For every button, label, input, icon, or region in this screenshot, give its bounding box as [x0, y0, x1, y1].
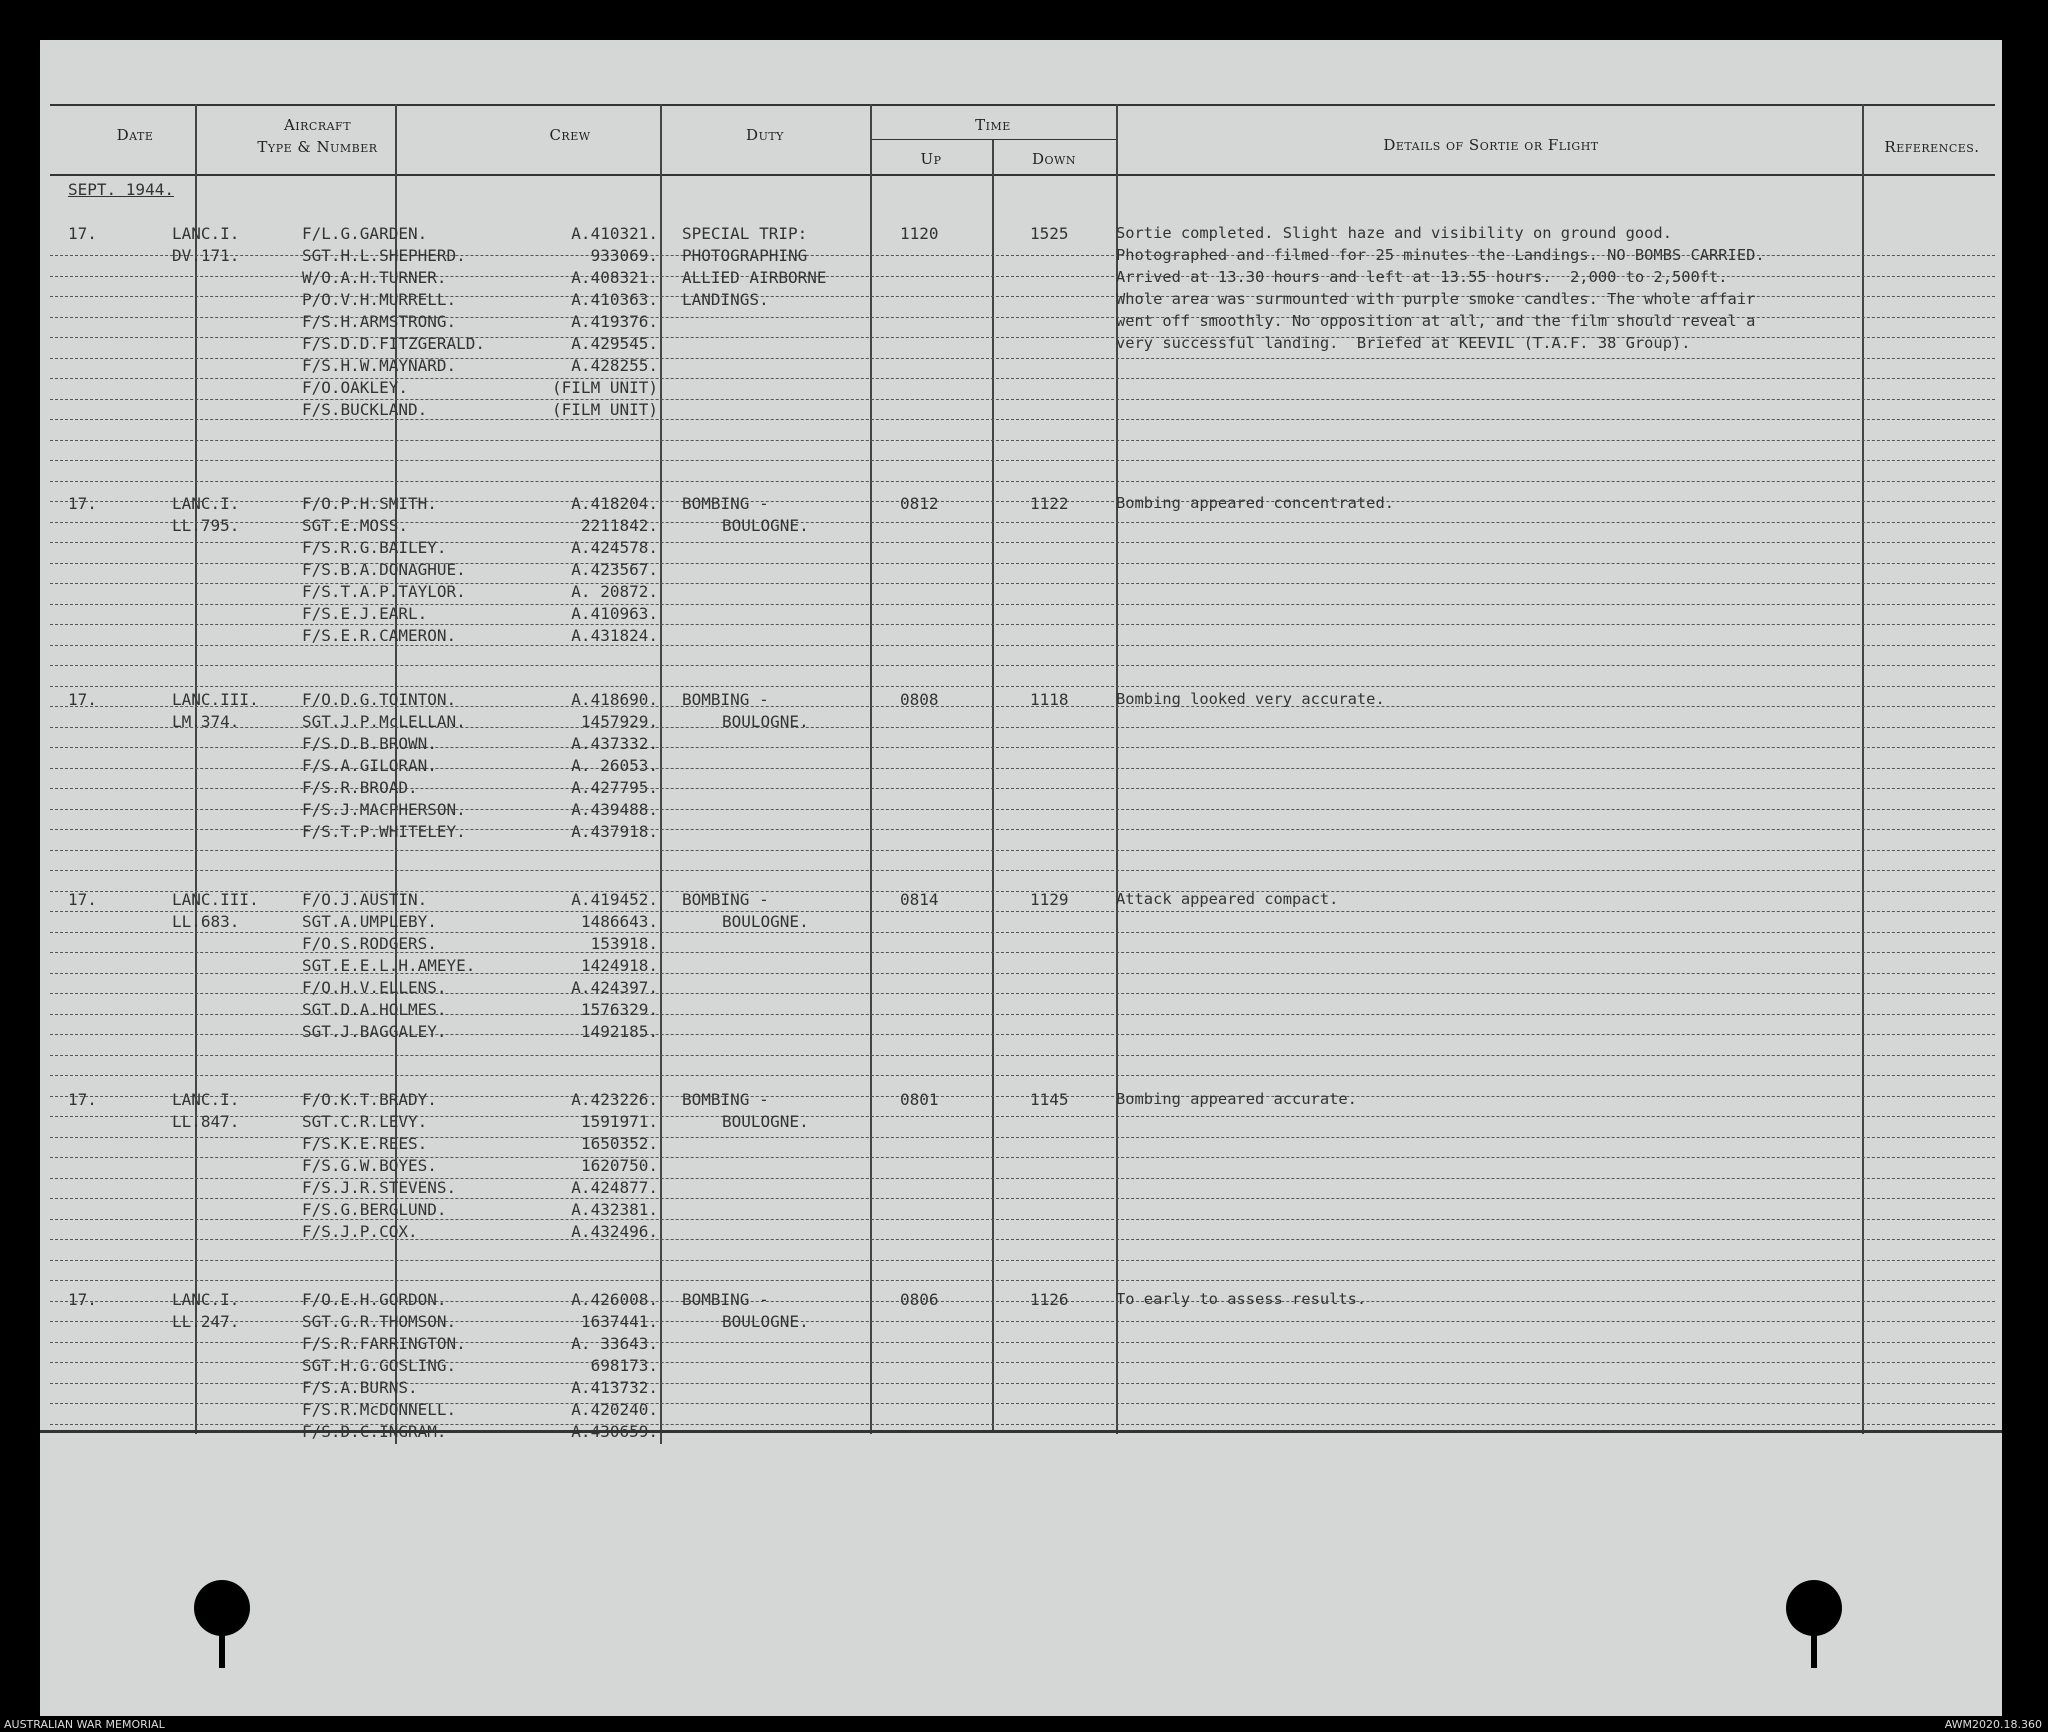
crew-name: F/O.E.H.GORDON. — [302, 1290, 447, 1309]
duty-line: BOULOGNE. — [722, 1112, 809, 1131]
aircraft-line: LANC.III. — [172, 690, 259, 709]
aircraft-line: LL.247. — [172, 1312, 240, 1331]
crew-name: F/S.D.D.FITZGERALD. — [302, 334, 486, 353]
crew-name: F/S.B.A.DONAGHUE. — [302, 560, 466, 579]
binder-slot-left — [219, 1620, 225, 1668]
aircraft-line: LANC.I. — [172, 494, 240, 513]
ruled-line — [50, 665, 1995, 666]
crew-name: SGT.C.R.LEVY. — [302, 1112, 428, 1131]
ruled-line — [50, 1260, 1995, 1261]
aircraft-line: LM.374. — [172, 712, 240, 731]
header-date: Date — [116, 126, 154, 144]
header-references: References. — [1884, 138, 1980, 156]
crew-name: SGT.E.MOSS. — [302, 516, 408, 535]
duty-line: ALLIED AIRBORNE — [682, 268, 827, 287]
crew-number: A.429545. — [571, 334, 658, 353]
crew-name: SGT.H.L.SHEPHERD. — [302, 246, 466, 265]
crew-number: A. 20872. — [571, 582, 658, 601]
crew-number: 1576329. — [580, 1000, 658, 1019]
crew-name: F/O.H.V.ELLENS. — [302, 978, 447, 997]
crew-name: SGT.H.G.GOSLING. — [302, 1356, 457, 1375]
header-duty: Duty — [746, 126, 784, 144]
detail-line: Bombing appeared accurate. — [1116, 1090, 1357, 1108]
crew-name: SGT.A.UMPLEBY. — [302, 912, 437, 931]
crew-number: A.437918. — [571, 822, 658, 841]
crew-name: F/S.R.BROAD. — [302, 778, 418, 797]
crew-number: A.430659. — [571, 1422, 658, 1441]
ruled-line — [50, 460, 1995, 461]
crew-name: F/S.R.FARRINGTON. — [302, 1334, 466, 1353]
crew-name: F/O.J.AUSTIN. — [302, 890, 428, 909]
crew-number: A.410363. — [571, 290, 658, 309]
duty-line: SPECIAL TRIP: — [682, 224, 808, 243]
time-down: 1126 — [1030, 1290, 1069, 1309]
aircraft-line: LANC.I. — [172, 1290, 240, 1309]
header-crew: Crew — [549, 126, 591, 144]
time-up: 0812 — [900, 494, 939, 513]
header-time: Time — [975, 116, 1011, 134]
crew-number: 153918. — [590, 934, 658, 953]
month-heading: SEPT. 1944. — [68, 180, 174, 199]
crew-name: SGT.E.E.L.H.AMEYE. — [302, 956, 476, 975]
ruled-line — [50, 645, 1995, 646]
detail-line: Whole area was surmounted with purple smoke candles. The whole affair — [1116, 290, 1756, 308]
detail-line: Bombing looked very accurate. — [1116, 690, 1385, 708]
crew-number: 1637441. — [580, 1312, 658, 1331]
crew-name: F/S.R.McDONNELL. — [302, 1400, 457, 1419]
time-up: 0814 — [900, 890, 939, 909]
header-up: Up — [920, 150, 942, 168]
time-up: 0801 — [900, 1090, 939, 1109]
crew-number: A.419376. — [571, 312, 658, 331]
ruled-line — [50, 1198, 1995, 1199]
crew-number: A.432381. — [571, 1200, 658, 1219]
crew-number: A. 26053. — [571, 756, 658, 775]
aircraft-line: LL.795. — [172, 516, 240, 535]
crew-name: F/O.K.T.BRADY. — [302, 1090, 437, 1109]
detail-line: To early to assess results. — [1116, 1290, 1367, 1308]
crew-number: A.426008. — [571, 1290, 658, 1309]
header-bottom-rule — [50, 174, 1995, 176]
crew-name: F/S.E.R.CAMERON. — [302, 626, 457, 645]
crew-number: A.413732. — [571, 1378, 658, 1397]
detail-line: Arrived at 13.30 hours and left at 13.55 hours. 2,000 to 2,500ft. — [1116, 268, 1728, 286]
detail-line: Sortie completed. Slight haze and visibility on ground good. — [1116, 224, 1672, 242]
ruled-line — [50, 932, 1995, 933]
column-divider — [1862, 104, 1864, 1434]
crew-name: F/S.D.B.BROWN. — [302, 734, 437, 753]
detail-line: Attack appeared compact. — [1116, 890, 1339, 908]
crew-name: F/S.T.A.P.TAYLOR. — [302, 582, 466, 601]
crew-name: F/O.P.H.SMITH. — [302, 494, 437, 513]
crew-number: A.437332. — [571, 734, 658, 753]
binder-slot-right — [1811, 1620, 1817, 1668]
crew-number: A.424877. — [571, 1178, 658, 1197]
crew-number: (FILM UNIT) — [552, 400, 658, 419]
header-aircraft-line1: Aircraft — [283, 116, 352, 134]
duty-line: BOMBING - — [682, 890, 769, 909]
ruled-line — [50, 1219, 1995, 1220]
crew-number: A.423226. — [571, 1090, 658, 1109]
crew-number: A.432496. — [571, 1222, 658, 1241]
aircraft-line: LANC.I. — [172, 1090, 240, 1109]
crew-name: SGT.D.A.HOLMES. — [302, 1000, 447, 1019]
sortie-date: 17. — [68, 224, 97, 243]
time-up: 0808 — [900, 690, 939, 709]
time-up: 1120 — [900, 224, 939, 243]
crew-number: A.408321. — [571, 268, 658, 287]
aircraft-line: DV.171. — [172, 246, 240, 265]
crew-number: A.428255. — [571, 356, 658, 375]
crew-number: 698173. — [590, 1356, 658, 1375]
ruled-line — [50, 481, 1995, 482]
crew-name: F/S.H.W.MAYNARD. — [302, 356, 457, 375]
crew-number: (FILM UNIT) — [552, 378, 658, 397]
crew-name: F/S.J.R.STEVENS. — [302, 1178, 457, 1197]
crew-number: 933069. — [590, 246, 658, 265]
crew-name: SGT.J.BAGGALEY. — [302, 1022, 447, 1041]
crew-name: F/O.S.RODGERS. — [302, 934, 437, 953]
crew-name: F/S.T.P.WHITELEY. — [302, 822, 466, 841]
duty-line: LANDINGS. — [682, 290, 769, 309]
duty-line: BOULOGNE. — [722, 516, 809, 535]
crew-number: A.423567. — [571, 560, 658, 579]
crew-number: A.410321. — [571, 224, 658, 243]
crew-number: A.424578. — [571, 538, 658, 557]
footer-archive-label: AUSTRALIAN WAR MEMORIAL — [4, 1718, 165, 1731]
crew-number: A. 33643. — [571, 1334, 658, 1353]
crew-name: F/S.BUCKLAND. — [302, 400, 428, 419]
duty-line: BOULOGNE. — [722, 912, 809, 931]
aircraft-line: LANC.III. — [172, 890, 259, 909]
ruled-line — [50, 440, 1995, 441]
sortie-date: 17. — [68, 890, 97, 909]
crew-name: F/S.K.E.REES. — [302, 1134, 428, 1153]
crew-number: A.419452. — [571, 890, 658, 909]
crew-number: 1457929. — [580, 712, 658, 731]
crew-number: 1492185. — [580, 1022, 658, 1041]
duty-line: BOULOGNE. — [722, 1312, 809, 1331]
crew-name: F/S.R.G.BAILEY. — [302, 538, 447, 557]
detail-line: went off smoothly. No opposition at all, and the film should reveal a — [1116, 312, 1756, 330]
header-top-rule — [50, 104, 1995, 106]
detail-line: Bombing appeared concentrated. — [1116, 494, 1394, 512]
crew-number: A.431824. — [571, 626, 658, 645]
column-divider — [660, 104, 662, 1444]
duty-line: BOULOGNE. — [722, 712, 809, 731]
crew-name: F/O.OAKLEY. — [302, 378, 408, 397]
crew-name: F/S.G.BERGLUND. — [302, 1200, 447, 1219]
ruled-line — [50, 1280, 1995, 1281]
ruled-line — [50, 686, 1995, 687]
time-up: 0806 — [900, 1290, 939, 1309]
ruled-line — [50, 1075, 1995, 1076]
ruled-line — [50, 850, 1995, 851]
crew-number: A.427795. — [571, 778, 658, 797]
detail-line: very successful landing. Briefed at KEEVIL (T.A.F. 38 Group). — [1116, 334, 1691, 352]
column-divider — [870, 104, 872, 1434]
crew-name: F/S.H.ARMSTRONG. — [302, 312, 457, 331]
time-down: 1525 — [1030, 224, 1069, 243]
sortie-date: 17. — [68, 494, 97, 513]
aircraft-line: LL.683. — [172, 912, 240, 931]
crew-name: F/S.J.P.COX. — [302, 1222, 418, 1241]
crew-number: A.420240. — [571, 1400, 658, 1419]
crew-name: F/O.D.G.TOINTON. — [302, 690, 457, 709]
duty-line: BOMBING - — [682, 1090, 769, 1109]
time-down: 1118 — [1030, 690, 1069, 709]
crew-number: A.418204. — [571, 494, 658, 513]
column-divider — [195, 104, 197, 1434]
sortie-date: 17. — [68, 1090, 97, 1109]
crew-number: 1650352. — [580, 1134, 658, 1153]
aircraft-line: LL.847. — [172, 1112, 240, 1131]
crew-number: A.424397. — [571, 978, 658, 997]
duty-line: PHOTOGRAPHING — [682, 246, 808, 265]
header-aircraft-line2: Type & Number — [257, 138, 378, 156]
ruled-line — [50, 870, 1995, 871]
crew-number: 1620750. — [580, 1156, 658, 1175]
record-sheet — [40, 40, 2002, 1716]
time-down: 1122 — [1030, 494, 1069, 513]
crew-name: F/S.D.C.INGRAM. — [302, 1422, 447, 1441]
ruled-line — [50, 624, 1995, 625]
aircraft-line: LANC.I. — [172, 224, 240, 243]
crew-number: 2211842. — [580, 516, 658, 535]
sortie-date: 17. — [68, 1290, 97, 1309]
crew-number: A.439488. — [571, 800, 658, 819]
crew-name: F/S.A.GILORAN. — [302, 756, 437, 775]
crew-name: P/O.V.H.MURRELL. — [302, 290, 457, 309]
crew-number: 1591971. — [580, 1112, 658, 1131]
sortie-date: 17. — [68, 690, 97, 709]
time-down: 1129 — [1030, 890, 1069, 909]
crew-number: A.418690. — [571, 690, 658, 709]
crew-number: 1486643. — [580, 912, 658, 931]
crew-number: 1424918. — [580, 956, 658, 975]
duty-line: BOMBING - — [682, 494, 769, 513]
header-down: Down — [1032, 150, 1076, 168]
column-divider — [992, 140, 994, 1430]
crew-name: F/S.G.W.BOYES. — [302, 1156, 437, 1175]
crew-number: A.410963. — [571, 604, 658, 623]
ruled-line — [50, 1055, 1995, 1056]
crew-name: SGT.G.R.THOMSON. — [302, 1312, 457, 1331]
duty-line: BOMBING - — [682, 1290, 769, 1309]
ruled-line — [50, 419, 1995, 420]
crew-name: F/S.J.MACPHERSON. — [302, 800, 466, 819]
crew-name: W/O.A.H.TURNER. — [302, 268, 447, 287]
header-details: Details of Sortie or Flight — [1383, 136, 1599, 154]
crew-name: F/S.A.BURNS. — [302, 1378, 418, 1397]
footer-reference-number: AWM2020.18.360 — [1944, 1718, 2042, 1731]
crew-name: F/S.E.J.EARL. — [302, 604, 428, 623]
time-down: 1145 — [1030, 1090, 1069, 1109]
detail-line: Photographed and filmed for 25 minutes the Landings. NO BOMBS CARRIED. — [1116, 246, 1765, 264]
crew-name: SGT.J.P.McLELLAN. — [302, 712, 466, 731]
crew-name: F/L.G.GARDEN. — [302, 224, 428, 243]
duty-line: BOMBING - — [682, 690, 769, 709]
